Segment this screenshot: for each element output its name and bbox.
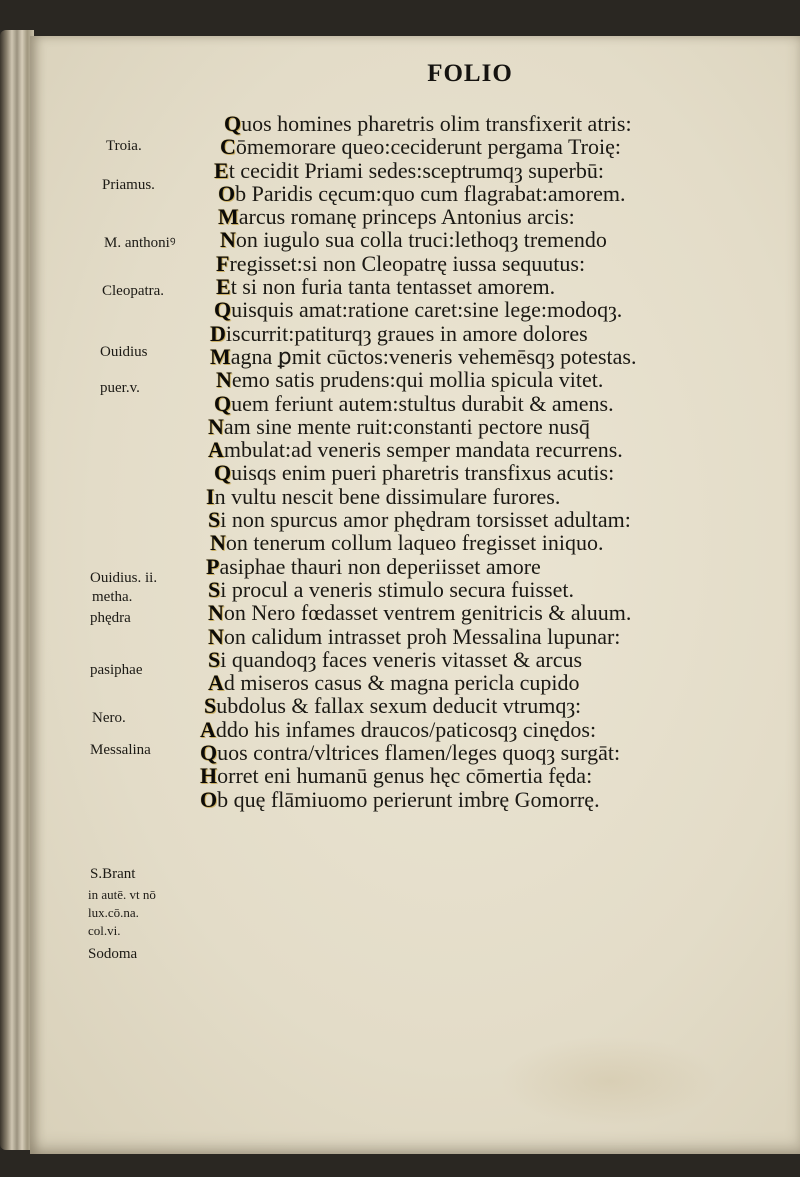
verse-initial: N: [208, 623, 224, 649]
note-metha: metha.: [92, 589, 133, 605]
verse-line: [200, 298, 790, 321]
verse-text: on Nero fœdasset ventrem genitricis & aluum.: [223, 600, 632, 626]
book-page-edges: [0, 30, 34, 1150]
verse-line: [200, 578, 790, 601]
verse-line: [200, 182, 790, 205]
verse-initial: A: [200, 716, 216, 742]
verse-text: on tenerum collum laqueo fregisset iniquo.: [225, 530, 604, 556]
verse-initial: S: [208, 507, 221, 533]
verse-line: [200, 368, 790, 391]
note-messalina: Messalina: [90, 742, 151, 758]
verse-initial: S: [208, 576, 221, 602]
verse-initial: N: [220, 227, 236, 253]
verse-initial: Q: [224, 111, 242, 136]
verse-initial: H: [200, 763, 218, 789]
verse-text: regisset:si non Cleopatrę iussa sequutus:: [229, 250, 586, 276]
verse-initial: M: [218, 204, 239, 230]
note-puer: puer.v.: [100, 380, 140, 396]
verse-text: d miseros casus & magna pericla cupido: [223, 670, 580, 696]
verse-line: [200, 531, 790, 554]
verse-text: uisquis amat:ratione caret:sine lege:modoqȝ.: [231, 297, 623, 323]
verse-text: b quę flāmiuomo perierunt imbrę Gomorrę.: [217, 786, 600, 812]
verse-line: [200, 438, 790, 461]
verse-initial: O: [200, 786, 218, 812]
verse-text: arcus romanę princeps Antonius arcis:: [238, 204, 575, 230]
verse-line: [200, 508, 790, 531]
note-sodoma: Sodoma: [88, 946, 138, 962]
verse-text: n vultu nescit bene dissimulare furores.: [214, 483, 561, 509]
verse-text: ddo his infames draucos/paticosqȝ cinędos:: [215, 716, 597, 742]
verse-text: am sine mente ruit:constanti pectore nusq̄: [223, 413, 590, 439]
note-ouidius-ii: Ouidius. ii.: [90, 570, 158, 586]
verse-line: [200, 648, 790, 671]
verse-text: uem feriunt autem:stultus durabit & amens.: [231, 390, 614, 416]
verse-initial: M: [210, 343, 231, 369]
page-stain: [500, 1036, 720, 1126]
verse-line: [200, 228, 790, 251]
verse-line: [200, 205, 790, 228]
verse-initial: A: [208, 437, 224, 463]
verse-text: t si non furia tanta tentasset amorem.: [230, 274, 556, 300]
verse-text: asiphae thauri non deperiisset amore: [219, 553, 541, 579]
verse-line: [200, 322, 790, 345]
verse-initial: Q: [214, 297, 232, 323]
note-nero: Nero.: [92, 710, 126, 726]
verse-text: i non spurcus amor phędram torsisset adultam:: [220, 507, 631, 533]
verse-line: [200, 159, 790, 182]
verse-line: [200, 788, 790, 811]
verse-line: [200, 764, 790, 787]
verse-text: i procul a veneris stimulo secura fuisset.: [220, 576, 574, 602]
verse-initial: E: [216, 274, 231, 300]
verse-text: agna ꝑmit cūctos:veneris vehemēsqȝ potestas.: [230, 343, 637, 369]
verse-initial: N: [208, 413, 224, 439]
note-autent: in autē. vt nō: [88, 887, 156, 902]
verse-line: [200, 415, 790, 438]
verse-initial: S: [208, 646, 221, 672]
verse-text: uisqs enim pueri pharetris transfixus acutis:: [231, 460, 615, 486]
verse-text: iscurrit:patiturqȝ graues in amore dolores: [225, 320, 588, 346]
verse-line: [200, 718, 790, 741]
verse-initial: C: [220, 134, 236, 160]
page-header: FOLIO: [427, 60, 513, 87]
verse-initial: Q: [214, 460, 232, 486]
verse-text: i quandoqȝ faces veneris vitasset & arcus: [220, 646, 583, 672]
verse-initial: P: [206, 553, 220, 579]
margin-notes: [30, 36, 200, 1154]
note-lux: lux.cō.na.: [88, 905, 139, 920]
verse-line: [200, 625, 790, 648]
verse-line: [200, 392, 790, 415]
note-priamus: Priamus.: [102, 177, 155, 193]
verse-initial: D: [210, 320, 226, 346]
note-col: col.vi.: [88, 923, 121, 938]
verse-line: [200, 671, 790, 694]
verse-initial: Q: [214, 390, 232, 416]
verse-line: [200, 555, 790, 578]
verse-text: ubdolus & fallax sexum deducit vtrumqȝ:: [216, 693, 582, 719]
verse-initial: N: [210, 530, 226, 556]
verse-initial: N: [208, 600, 224, 626]
verse-text: orret eni humanū genus hęc cōmertia fęda:: [217, 763, 593, 789]
verse-line: [200, 485, 790, 508]
note-pasiphae: pasiphae: [90, 662, 143, 678]
verse-line: [200, 135, 790, 158]
verse-line: [200, 345, 790, 368]
poem-text-block: [200, 112, 790, 811]
verse-initial: E: [214, 157, 229, 183]
note-brant: S.Brant: [90, 866, 136, 882]
verse-text: mbulat:ad veneris semper mandata recurrens.: [223, 437, 623, 463]
verse-line: [200, 601, 790, 624]
verse-text: on calidum intrasset proh Messalina lupunar:: [223, 623, 621, 649]
note-troia: Troia.: [106, 138, 142, 154]
verse-initial: F: [216, 250, 230, 276]
verse-initial: A: [208, 670, 224, 696]
verse-initial: I: [206, 483, 215, 509]
verse-text: uos homines pharetris olim transfixerit atris:: [241, 111, 632, 136]
verse-initial: Q: [200, 740, 218, 766]
verse-line: [200, 694, 790, 717]
verse-text: emo satis prudens:qui mollia spicula vitet.: [231, 367, 604, 393]
note-phedra: phędra: [90, 610, 131, 626]
verse-line: [200, 275, 790, 298]
note-ouidius: Ouidius: [100, 344, 148, 360]
verse-text: on iugulo sua colla truci:lethoqȝ tremendo: [235, 227, 607, 253]
verse-line: [200, 461, 790, 484]
verse-text: uos contra/vltrices flamen/leges quoqȝ surgāt:: [217, 740, 621, 766]
verse-text: t cecidit Priami sedes:sceptrumqȝ superbū:: [228, 157, 604, 183]
note-antonius: M. anthoniꝰ: [104, 235, 176, 251]
note-cleopatra: Cleopatra.: [102, 283, 165, 299]
verse-line: [200, 741, 790, 764]
verse-text: ōmemorare queo:ceciderunt pergama Troię:: [235, 134, 621, 160]
verse-initial: N: [216, 367, 232, 393]
verse-line: [200, 252, 790, 275]
verse-initial: S: [204, 693, 217, 719]
verse-line: [200, 112, 790, 135]
verse-text: b Paridis cęcum:quo cum flagrabat:amorem.: [235, 180, 626, 206]
verse-initial: O: [218, 180, 236, 206]
page-sheet: [30, 36, 800, 1154]
